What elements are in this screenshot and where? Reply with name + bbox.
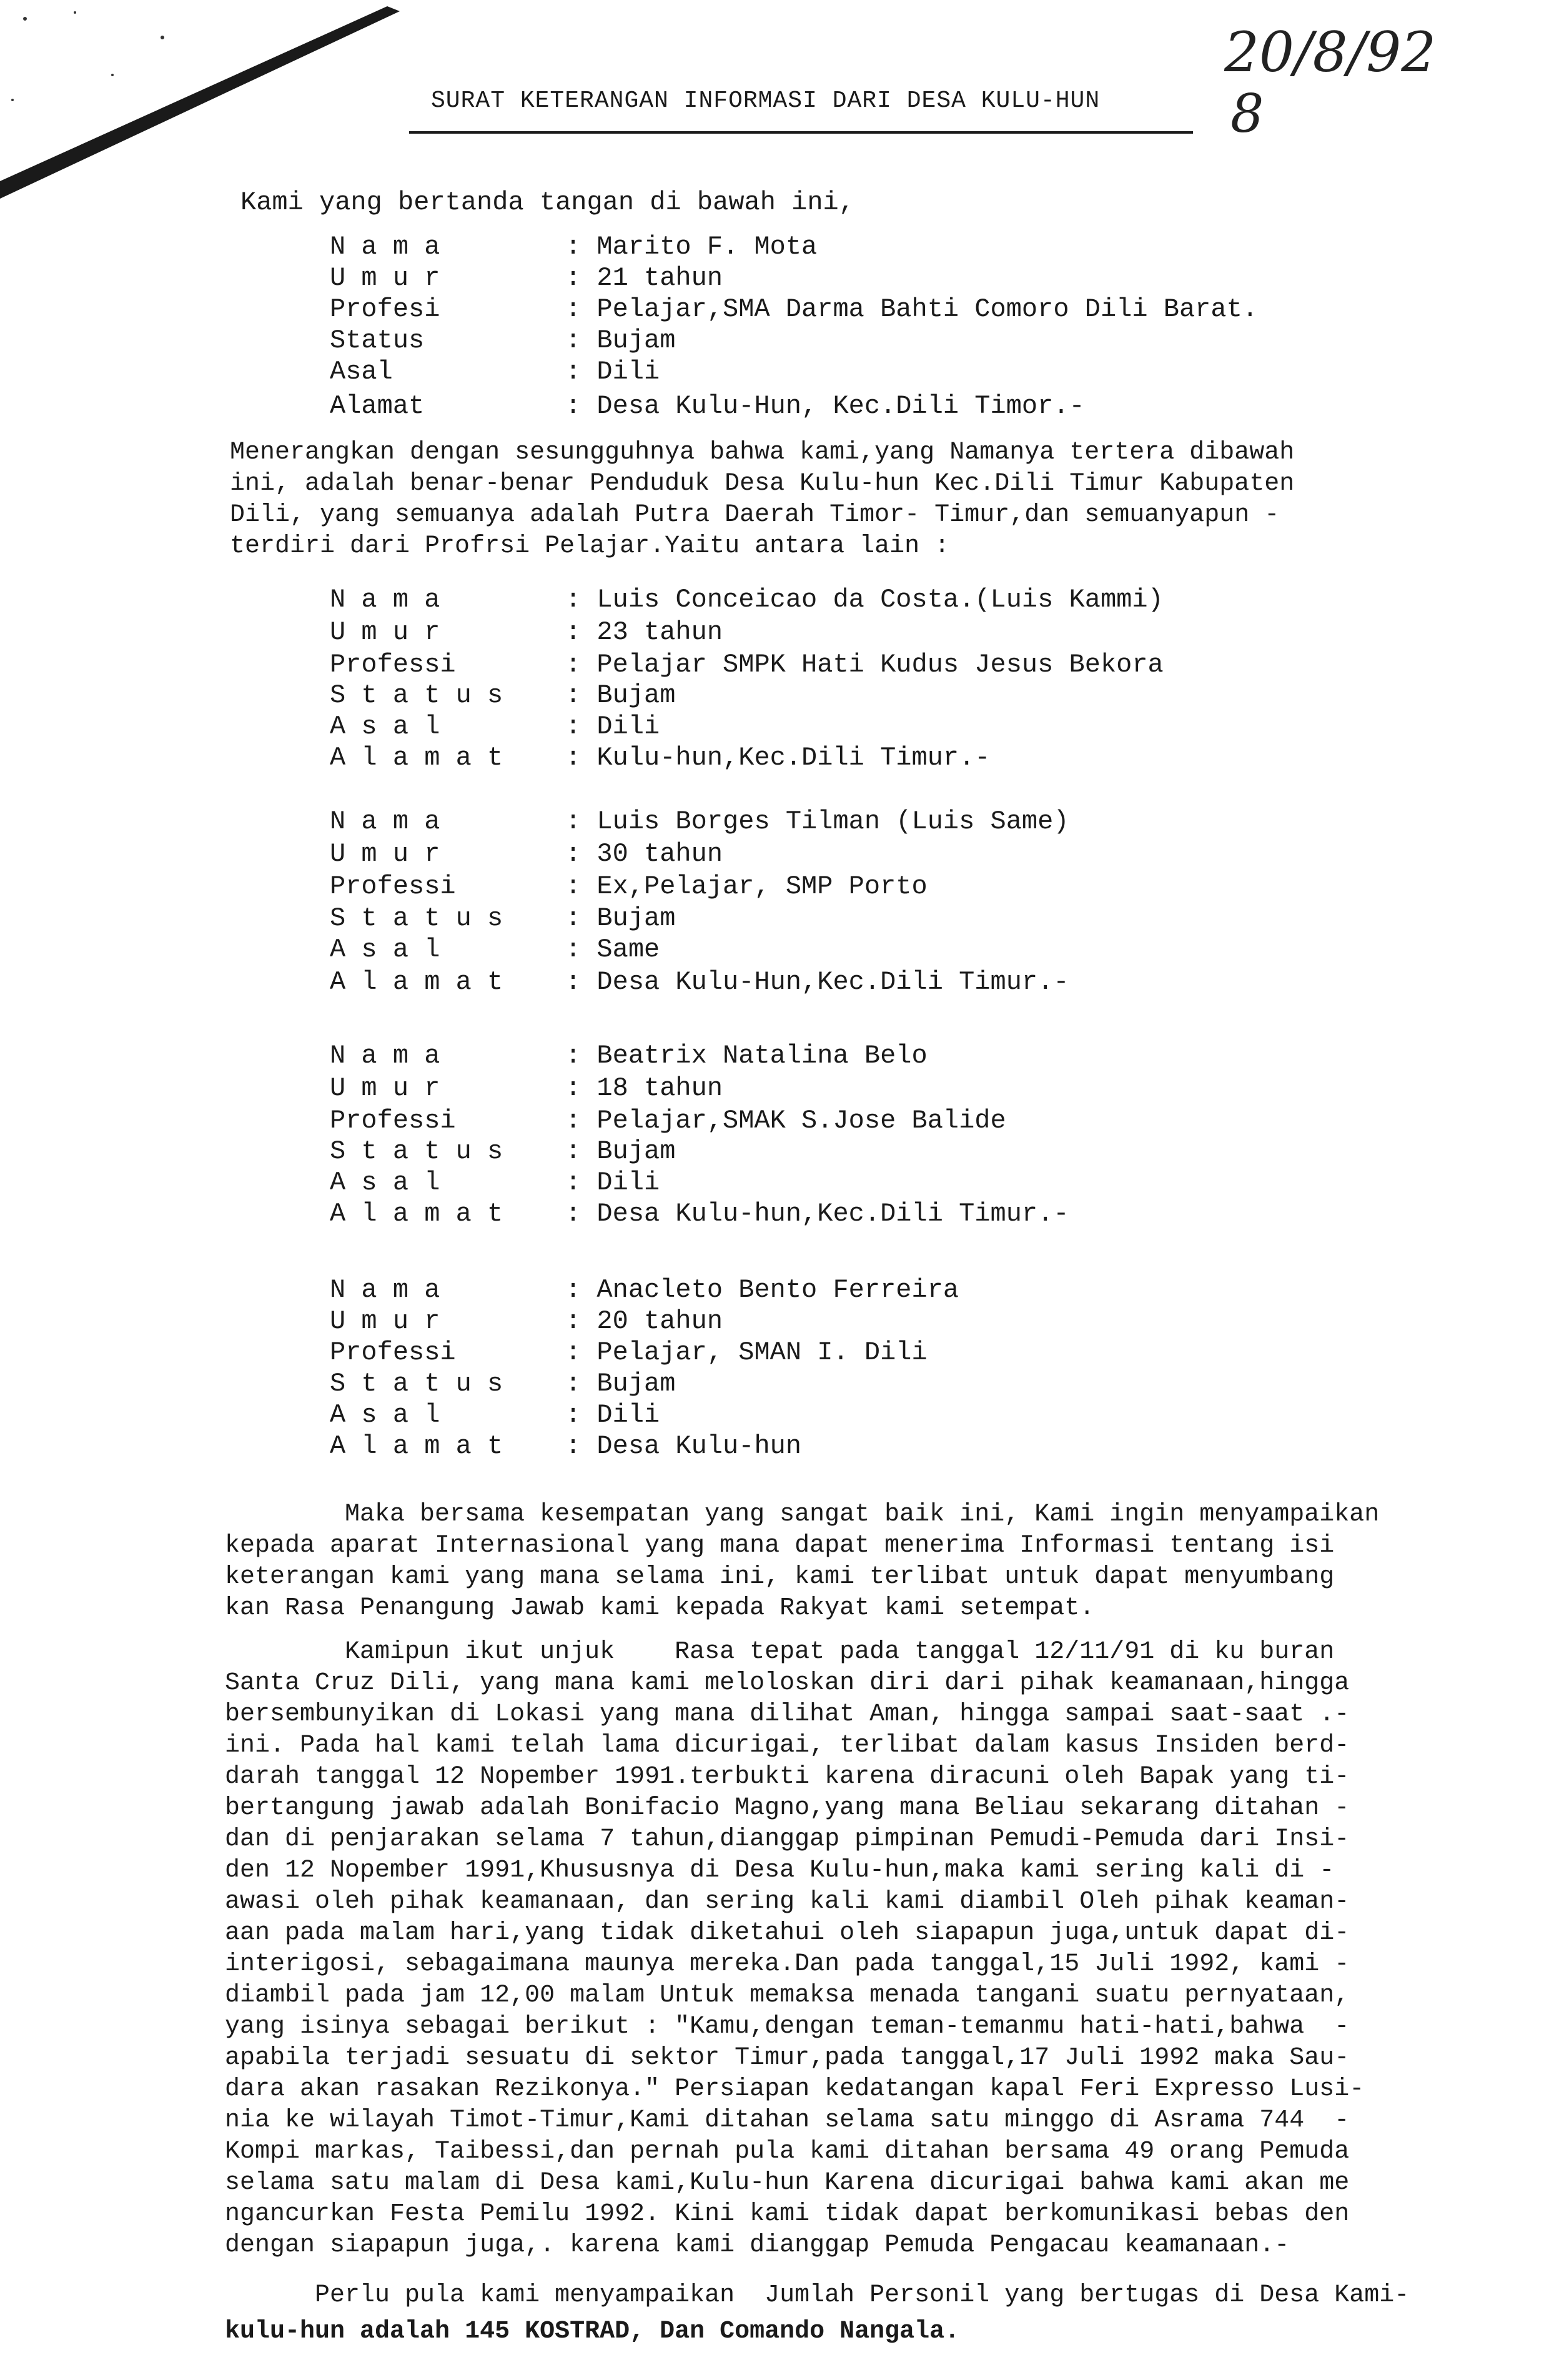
intro-line: Kami yang bertanda tangan di bawah ini, — [240, 187, 854, 217]
field-value: : 18 tahun — [565, 1073, 723, 1103]
text-line: Kompi markas, Taibessi,dan pernah pula kami ditahan bersama 49 orang Pemuda — [225, 2138, 1350, 2166]
field-value: : Anacleto Bento Ferreira — [565, 1275, 959, 1305]
field-value: : Dili — [565, 1400, 660, 1430]
field-value: : Pelajar,SMAK S.Jose Balide — [565, 1106, 1006, 1136]
document-title: SURAT KETERANGAN INFORMASI DARI DESA KULU-HUN — [431, 87, 1101, 114]
field-value: : Luis Borges Tilman (Luis Same) — [565, 806, 1069, 836]
field-value: : Bujam — [565, 325, 676, 355]
field-label: A l a m a t — [330, 1199, 503, 1229]
field-value: : Bujam — [565, 903, 676, 933]
field-value: : Luis Conceicao da Costa.(Luis Kammi) — [565, 585, 1164, 615]
text-line: den 12 Nopember 1991,Khususnya di Desa Kulu-hun,maka kami sering kali di - — [225, 1857, 1335, 1885]
field-label: Profesi — [330, 294, 440, 324]
field-value: : 23 tahun — [565, 617, 723, 647]
text-line: bersembunyikan di Lokasi yang mana dilihat Aman, hingga sampai saat-saat .- — [225, 1700, 1350, 1728]
text-line: kepada aparat Internasional yang mana dapat menerima Informasi tentang isi — [225, 1532, 1335, 1560]
field-value: : Dili — [565, 712, 660, 741]
field-label: A s a l — [330, 712, 440, 741]
text-line: aan pada malam hari,yang tidak diketahui oleh siapapun juga,untuk dapat di- — [225, 1919, 1350, 1947]
field-label: A l a m a t — [330, 743, 503, 773]
field-label: A s a l — [330, 935, 440, 964]
text-line: awasi oleh pihak keamanaan, dan sering kali kami diambil Oleh pihak keaman- — [225, 1888, 1350, 1916]
text-line: keterangan kami yang mana selama ini, kami terlibat untuk dapat menyumbang — [225, 1563, 1335, 1591]
text-line: Maka bersama kesempatan yang sangat baik ini, Kami ingin menyampaikan — [225, 1500, 1380, 1529]
field-label: N a m a — [330, 1275, 440, 1305]
field-value: : Pelajar,SMA Darma Bahti Comoro Dili Barat. — [565, 294, 1258, 324]
field-value: : Pelajar SMPK Hati Kudus Jesus Bekora — [565, 650, 1164, 680]
field-label: N a m a — [330, 1041, 440, 1071]
paragraph-2 — [225, 1637, 1474, 2261]
text-line: dara akan rasakan Rezikonya." Persiapan kedatangan kapal Feri Expresso Lusi- — [225, 2075, 1365, 2103]
field-value: : Marito F. Mota — [565, 232, 818, 262]
field-value: : Dili — [565, 357, 660, 387]
text-line: dan di penjarakan selama 7 tahun,dianggap pimpinan Pemudi-Pemuda dari Insi- — [225, 1825, 1350, 1853]
text-line: Perlu pula kami menyampaikan Jumlah Personil yang bertugas di Desa Kami- — [225, 2281, 1410, 2309]
text-line: ngancurkan Festa Pemilu 1992. Kini kami tidak dapat berkomunikasi bebas den — [225, 2200, 1350, 2228]
text-line: kan Rasa Penangung Jawab kami kepada Rakyat kami setempat. — [225, 1594, 1095, 1622]
text-line: selama satu malam di Desa kami,Kulu-hun Karena dicurigai bahwa kami akan me — [225, 2169, 1350, 2197]
handwritten-date: 20/8/92 — [1224, 20, 1437, 84]
text-line: yang isinya sebagai berikut : "Kamu,dengan teman-temanmu hati-hati,bahwa - — [225, 2013, 1350, 2041]
field-label: U m u r — [330, 1306, 440, 1336]
text-line: darah tanggal 12 Nopember 1991.terbukti karena diracuni oleh Bapak yang ti- — [225, 1763, 1350, 1791]
paragraph-3 — [225, 2280, 1474, 2348]
title-underline — [409, 131, 1193, 134]
field-value: : Desa Kulu-Hun,Kec.Dili Timur.- — [565, 967, 1069, 997]
text-line: kulu-hun adalah 145 KOSTRAD, Dan Comando Nangala. — [225, 2318, 960, 2346]
field-value: : Dili — [565, 1168, 660, 1197]
text-line: apabila terjadi sesuatu di sektor Timur,pada tanggal,17 Juli 1992 maka Sau- — [225, 2044, 1350, 2072]
field-value: : Bujam — [565, 1136, 676, 1166]
field-label: Alamat — [330, 391, 425, 421]
field-value: : 20 tahun — [565, 1306, 723, 1336]
field-label: S t a t u s — [330, 1369, 503, 1399]
text-line: ini, adalah benar-benar Penduduk Desa Kulu-hun Kec.Dili Timur Kabupaten — [230, 470, 1295, 498]
field-label: U m u r — [330, 617, 440, 647]
field-label: N a m a — [330, 232, 440, 262]
field-label: N a m a — [330, 806, 440, 836]
text-line: Dili, yang semuanya adalah Putra Daerah Timor- Timur,dan semuanyapun - — [230, 501, 1280, 529]
field-label: Professi — [330, 871, 456, 901]
field-value: : Bujam — [565, 680, 676, 710]
field-label: N a m a — [330, 585, 440, 615]
field-label: U m u r — [330, 839, 440, 869]
field-label: A s a l — [330, 1400, 440, 1430]
text-line: ini. Pada hal kami telah lama dicurigai, terlibat dalam kasus Insiden berd- — [225, 1732, 1350, 1760]
field-label: S t a t u s — [330, 1136, 503, 1166]
field-label: S t a t u s — [330, 680, 503, 710]
field-label: Asal — [330, 357, 393, 387]
text-line: interigosi, sebagaimana maunya mereka.Dan pada tanggal,15 Juli 1992, kami - — [225, 1950, 1350, 1978]
field-value: : Ex,Pelajar, SMP Porto — [565, 871, 928, 901]
text-line: terdiri dari Profrsi Pelajar.Yaitu antara lain : — [230, 532, 950, 560]
field-value: : 30 tahun — [565, 839, 723, 869]
field-label: Status — [330, 325, 425, 355]
field-value: : Desa Kulu-hun — [565, 1431, 802, 1461]
field-value: : 21 tahun — [565, 263, 723, 293]
field-value: : Pelajar, SMAN I. Dili — [565, 1337, 928, 1367]
field-label: A s a l — [330, 1168, 440, 1197]
field-value: : Same — [565, 935, 660, 964]
field-label: A l a m a t — [330, 967, 503, 997]
field-label: S t a t u s — [330, 903, 503, 933]
field-value: : Beatrix Natalina Belo — [565, 1041, 928, 1071]
text-line: Menerangkan dengan sesungguhnya bahwa kami,yang Namanya tertera dibawah — [230, 439, 1295, 467]
text-line: bertangung jawab adalah Bonifacio Magno,yang mana Beliau sekarang ditahan - — [225, 1794, 1350, 1822]
field-value: : Kulu-hun,Kec.Dili Timur.- — [565, 743, 991, 773]
scan-edge-mark — [0, 0, 400, 206]
text-line: Kamipun ikut unjuk Rasa tepat pada tanggal 12/11/91 di ku buran — [225, 1638, 1335, 1666]
field-value: : Desa Kulu-Hun, Kec.Dili Timor.- — [565, 391, 1085, 421]
field-value: : Bujam — [565, 1369, 676, 1399]
text-line: diambil pada jam 12,00 malam Untuk memaksa menada tangani suatu pernyataan, — [225, 1981, 1350, 2010]
text-line: nia ke wilayah Timot-Timur,Kami ditahan selama satu minggo di Asrama 744 - — [225, 2106, 1350, 2135]
field-label: Professi — [330, 1106, 456, 1136]
field-label: A l a m a t — [330, 1431, 503, 1461]
field-label: U m u r — [330, 1073, 440, 1103]
paragraph-1 — [225, 1499, 1474, 1624]
statement-paragraph — [230, 437, 1479, 562]
field-label: Professi — [330, 1337, 456, 1367]
field-label: U m u r — [330, 263, 440, 293]
field-label: Professi — [330, 650, 456, 680]
handwritten-initials: 8 — [1230, 83, 1264, 144]
text-line: Santa Cruz Dili, yang mana kami meloloskan diri dari pihak keamanaan,hingga — [225, 1669, 1350, 1697]
text-line: dengan siapapun juga,. karena kami dianggap Pemuda Pengacau keamanaan.- — [225, 2231, 1290, 2259]
field-value: : Desa Kulu-hun,Kec.Dili Timur.- — [565, 1199, 1069, 1229]
